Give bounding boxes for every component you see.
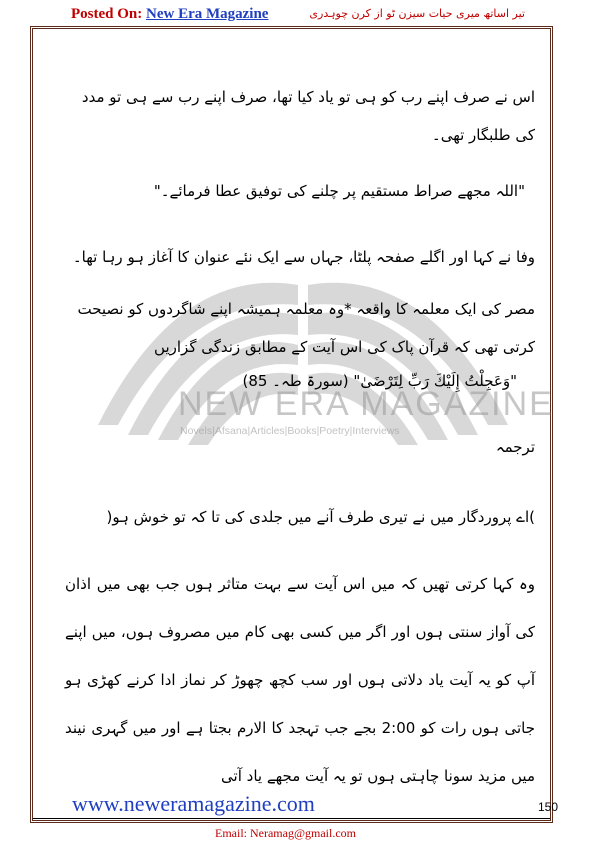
paragraph-3: وفا نے کہا اور اگلے صفحہ پلٹا، جہاں سے ایک نئے عنوان کا آغاز ہو رہا تھا۔ bbox=[72, 248, 535, 266]
posted-label: Posted On: bbox=[71, 6, 143, 22]
novel-title: تیر اساتھ میری حیات سیزن ٹو از کرن چوہدری bbox=[309, 7, 525, 20]
footer-website-link[interactable]: www.neweramagazine.com bbox=[72, 791, 315, 816]
footer-divider bbox=[33, 818, 550, 819]
paragraph-prayer: "اللہ مجھے صراط مستقیم پر چلنے کی توفیق عطا فرمائے۔" bbox=[153, 182, 525, 200]
posted-on bbox=[71, 6, 268, 23]
quran-verse: "وَعَجِلْتُ إِلَيْكَ رَبِّ لِتَرْضَىٰ" (سورۃ طہ۔ 85) bbox=[242, 372, 517, 390]
translation-heading: ترجمہ bbox=[495, 438, 535, 456]
page-header bbox=[0, 0, 595, 26]
watermark-subtitle: Novels|Afsana|Articles|Books|Poetry|Interviews bbox=[180, 425, 400, 437]
page-number: 150 bbox=[538, 800, 559, 814]
translation-text: )اے پروردگار میں نے تیری طرف آنے میں جلدی کی تا کہ تو خوش ہو( bbox=[106, 508, 535, 526]
paragraph-1: اس نے صرف اپنے رب کو ہی تو یاد کیا تھا، صرف اپنے رب سے ہی تو مدد کی طلبگار تھی۔ bbox=[81, 88, 535, 144]
paragraph-6: وہ کہا کرتی تھیں کہ میں اس آیت سے بہت متاثر ہوں جب بھی میں اذان کی آواز سنتی ہوں اور اگر میں کسی بھی کام میں مصروف ہوں، میں اپنے آپ کو یہ آیت یاد دلاتی ہوں اور سب کچھ چھوڑ کر نماز ادا کرنے کھڑی ہو جاتی ہوں رات کو 2:00 بجے جب تہجد کا الارم بجتا ہے اور میں گہری نیند میں مزید سونا چاہتی ہوں تو یہ آیت مجھے یاد آتی bbox=[65, 575, 535, 785]
site-name-link[interactable]: New Era Magazine bbox=[146, 6, 269, 22]
watermark-title: NEW ERA MAGAZINE bbox=[178, 385, 554, 423]
paragraph-4: مصر کی ایک معلمہ کا واقعہ *وہ معلمہ ہمیشہ اپنے شاگردوں کو نصیحت کرتی تھی کہ قرآن پاک کی اس آیت کے مطابق زندگی گزاریں bbox=[77, 300, 535, 356]
footer-email: Email: Neramag@gmail.com bbox=[215, 826, 357, 840]
